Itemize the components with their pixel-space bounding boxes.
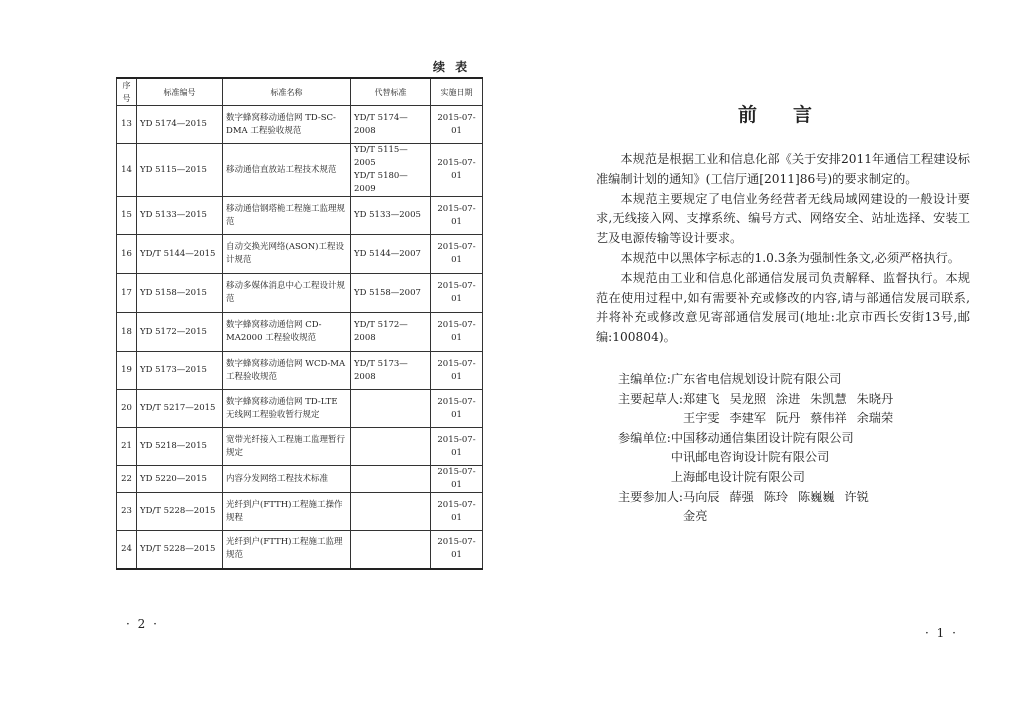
standard-code: YD/T 5144—2015 [137, 235, 223, 274]
standard-code: YD 5172—2015 [137, 313, 223, 352]
row-number: 16 [117, 235, 137, 274]
table-row [117, 493, 483, 531]
row-number: 15 [117, 197, 137, 235]
standard-name: 内容分发网络工程技术标准 [223, 466, 351, 493]
standard-name: 数字蜂窝移动通信网 CD-MA2000 工程验收规范 [223, 313, 351, 352]
table-row [117, 390, 483, 428]
effective-date: 2015-07-01 [431, 466, 483, 493]
participant-unit: 中讯邮电咨询设计院有限公司 [670, 450, 830, 465]
continued-label: 续 表 [433, 60, 471, 74]
page-number-right: · 1 · [925, 626, 958, 640]
row-number: 20 [117, 390, 137, 428]
contributors-row [618, 488, 893, 527]
drafters-label: 主要起草人: [618, 391, 684, 406]
row-number: 19 [117, 352, 137, 390]
replaced-standard [351, 531, 431, 569]
standard-code: YD 5173—2015 [137, 352, 223, 390]
table-row [117, 466, 483, 493]
effective-date: 2015-07-01 [431, 493, 483, 531]
row-number: 24 [117, 531, 137, 569]
table-row [117, 428, 483, 466]
row-number: 23 [117, 493, 137, 531]
replaced-standard [351, 466, 431, 493]
standard-name: 光纤到户(FTTH)工程施工监理规范 [223, 531, 351, 569]
standard-code: YD 5158—2015 [137, 274, 223, 313]
standard-name: 数字蜂窝移动通信网 TD-SC-DMA 工程验收规范 [223, 106, 351, 144]
replaced-standard [351, 428, 431, 466]
row-number: 18 [117, 313, 137, 352]
replaced-standard [351, 493, 431, 531]
replaced-standard: YD 5133—2005 [351, 197, 431, 235]
effective-date: 2015-07-01 [431, 531, 483, 569]
standard-code: YD 5220—2015 [137, 466, 223, 493]
replaced-standard [351, 390, 431, 428]
drafters-row [618, 390, 893, 429]
table-row [117, 313, 483, 352]
effective-date: 2015-07-01 [431, 390, 483, 428]
editor-row [618, 370, 893, 390]
standard-name: 移动通信直放站工程技术规范 [223, 144, 351, 197]
standard-code: YD/T 5217—2015 [137, 390, 223, 428]
preface-body [596, 150, 970, 348]
paragraph: 本规范中以黑体字标志的1.0.3条为强制性条文,必须严格执行。 [620, 250, 960, 265]
row-number: 14 [117, 144, 137, 197]
replaced-standard: YD/T 5174—2008 [351, 106, 431, 144]
table-row [117, 274, 483, 313]
paragraph: 本规范是根据工业和信息化部《关于安排2011年通信工程建设标准编制计划的通知》(工信厅通[2011]86号)的要求制定的。 [596, 152, 970, 186]
drafters-line: 王宇雯 李建军 阮丹 蔡伟祥 余瑞荣 [683, 411, 894, 426]
table-header-row [117, 78, 483, 106]
header-date: 实施日期 [431, 78, 483, 106]
table-row [117, 144, 483, 197]
standard-code: YD/T 5228—2015 [137, 493, 223, 531]
standard-name: 数字蜂窝移动通信网 WCD-MA 工程验收规范 [223, 352, 351, 390]
standards-table [116, 77, 483, 570]
standard-name: 自动交换光网络(ASON)工程设计规范 [223, 235, 351, 274]
standard-code: YD 5174—2015 [137, 106, 223, 144]
row-number: 17 [117, 274, 137, 313]
standard-code: YD 5115—2015 [137, 144, 223, 197]
effective-date: 2015-07-01 [431, 274, 483, 313]
participants-row [618, 429, 893, 488]
replaced-standard: YD/T 5173—2008 [351, 352, 431, 390]
credits [618, 370, 893, 527]
standard-code: YD/T 5228—2015 [137, 531, 223, 569]
replaced-standard: YD 5158—2007 [351, 274, 431, 313]
table-row [117, 352, 483, 390]
left-page [0, 0, 510, 724]
row-number: 13 [117, 106, 137, 144]
standard-name: 宽带光纤接入工程施工监理暂行规定 [223, 428, 351, 466]
participants-label: 参编单位: [618, 430, 671, 445]
replaced-standard: YD/T 5115—2005 YD/T 5180—2009 [351, 144, 431, 197]
paragraph: 本规范主要规定了电信业务经营者无线局域网建设的一般设计要求,无线接入网、支撑系统、编号方式、网络安全、站址选择、安装工艺及电源传输等设计要求。 [596, 191, 970, 246]
effective-date: 2015-07-01 [431, 106, 483, 144]
effective-date: 2015-07-01 [431, 144, 483, 197]
replaced-standard: YD 5144—2007 [351, 235, 431, 274]
page-number-left: · 2 · [126, 617, 159, 631]
contributors-label: 主要参加人: [618, 489, 684, 504]
effective-date: 2015-07-01 [431, 235, 483, 274]
contributors-line: 马向辰 薛强 陈玲 陈巍巍 许锐 [683, 489, 869, 504]
standard-code: YD 5133—2015 [137, 197, 223, 235]
effective-date: 2015-07-01 [431, 352, 483, 390]
standard-code: YD 5218—2015 [137, 428, 223, 466]
participant-unit: 中国移动通信集团设计院有限公司 [670, 430, 854, 445]
participant-unit: 上海邮电设计院有限公司 [670, 469, 805, 484]
header-name: 标准名称 [223, 78, 351, 106]
drafters-line: 郑建飞 吴龙照 涂进 朱凯慧 朱晓丹 [683, 391, 894, 406]
standard-name: 数字蜂窝移动通信网 TD-LTE 无线网工程验收暂行规定 [223, 390, 351, 428]
paragraph: 本规范由工业和信息化部通信发展司负责解释、监督执行。本规范在使用过程中,如有需要补充或修改的内容,请与部通信发展司联系,并将补充或修改意见寄部通信发展司(地址:北京市西长安街13号,邮编:100804)。 [596, 270, 970, 345]
editor-label: 主编单位: [618, 372, 671, 386]
standard-name: 光纤到户(FTTH)工程施工操作规程 [223, 493, 351, 531]
replaced-standard: YD/T 5172—2008 [351, 313, 431, 352]
contributors-line: 金亮 [683, 509, 708, 524]
table-row [117, 197, 483, 235]
row-number: 21 [117, 428, 137, 466]
header-std: 标准编号 [137, 78, 223, 106]
table-row [117, 106, 483, 144]
effective-date: 2015-07-01 [431, 197, 483, 235]
right-page [510, 0, 1024, 724]
effective-date: 2015-07-01 [431, 428, 483, 466]
table-row [117, 531, 483, 569]
table-row [117, 235, 483, 274]
row-number: 22 [117, 466, 137, 493]
preface-title: 前言 [738, 104, 849, 126]
effective-date: 2015-07-01 [431, 313, 483, 352]
header-no: 序号 [117, 78, 137, 106]
standard-name: 移动多媒体消息中心工程设计规范 [223, 274, 351, 313]
standard-name: 移动通信钢塔桅工程施工监理规范 [223, 197, 351, 235]
header-replaces: 代替标准 [351, 78, 431, 106]
editor-unit: 广东省电信规划设计院有限公司 [670, 372, 842, 386]
